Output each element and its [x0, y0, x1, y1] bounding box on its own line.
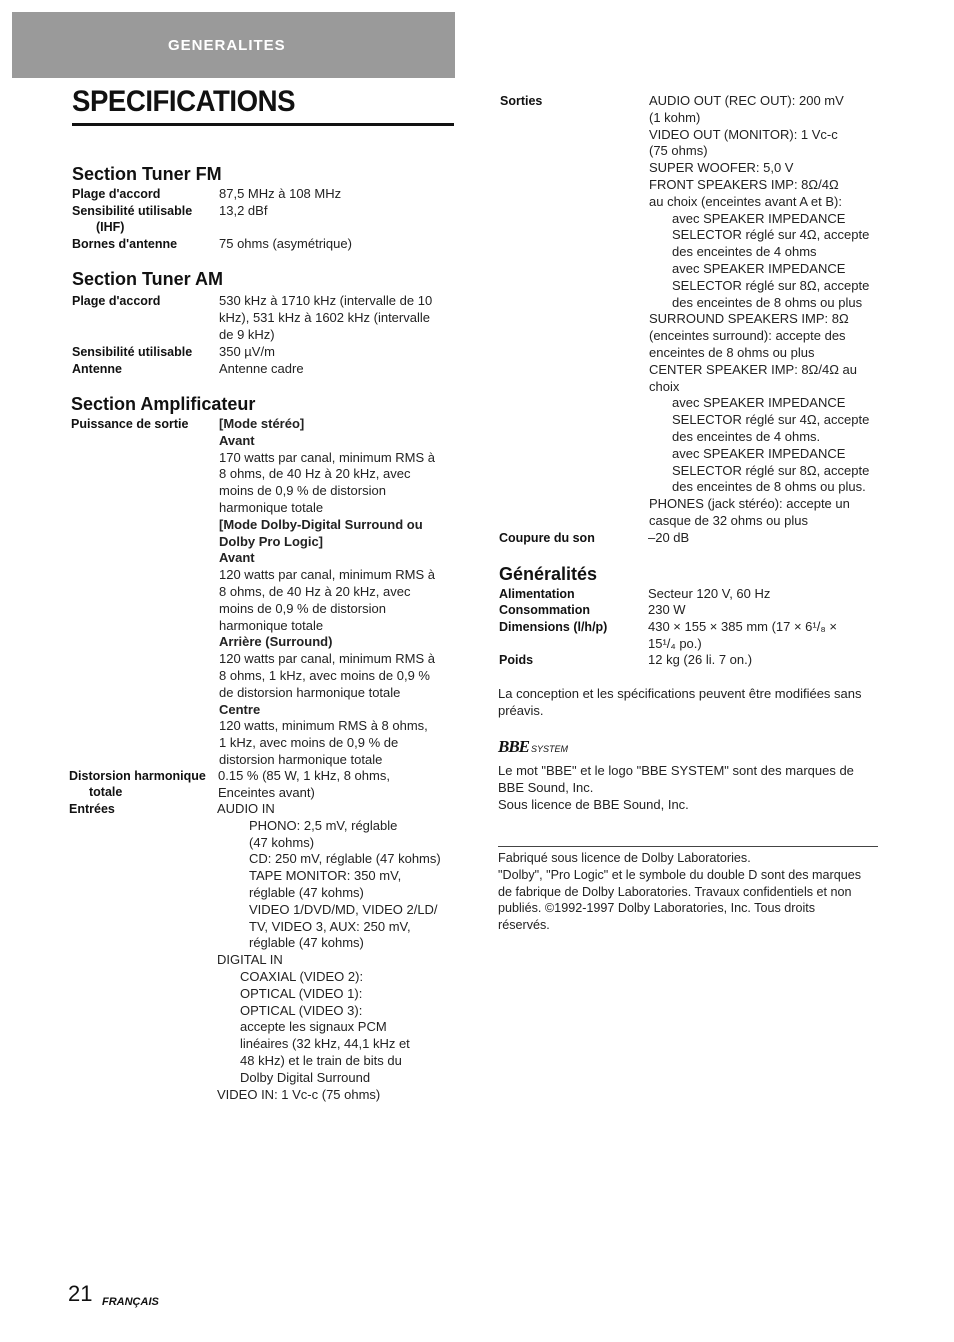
amp-entrees-line: VIDEO 1/DVD/MD, VIDEO 2/LD/ [249, 901, 438, 917]
amp-puissance-line: moins de 0,9 % de distorsion [219, 600, 386, 616]
fm-heading: Section Tuner FM [72, 164, 222, 184]
amp-distorsion-label-2: totale [89, 785, 123, 799]
amp-entrees-line: réglable (47 kohms) [249, 884, 364, 900]
note-line: La conception et les spécifications peuvent être modifiées sans [498, 686, 862, 701]
amp-entrees-line: CD: 250 mV, réglable (47 kohms) [249, 851, 441, 867]
sorties-line: SELECTOR réglé sur 4Ω, accepte [672, 412, 870, 428]
amp-puissance-line: [Mode Dolby-Digital Surround ou [219, 516, 423, 532]
coupure-value: –20 dB [648, 530, 690, 545]
amp-entrees-line: 48 kHz) et le train de bits du [240, 1052, 402, 1068]
amp-entrees-line: Dolby Digital Surround [240, 1069, 371, 1085]
sorties-line: casque de 32 ohms ou plus [649, 512, 808, 528]
sorties-value [649, 93, 869, 530]
amp-puissance-line: 170 watts par canal, minimum RMS à [219, 449, 436, 465]
sorties-line: enceintes de 8 ohms ou plus [649, 344, 815, 360]
sorties-line: FRONT SPEAKERS IMP: 8Ω/4Ω [649, 176, 839, 192]
poids-value: 12 kg (26 li. 7 on.) [648, 652, 753, 667]
amp-entrees-line: linéaires (32 kHz, 44,1 kHz et [240, 1036, 410, 1052]
amp-puissance-line: Centre [219, 701, 261, 717]
dolby-line: "Dolby", "Pro Logic" et le symbole du double D sont des marques [498, 867, 861, 882]
sorties-label: Sorties [500, 94, 543, 108]
bbe-line: Sous licence de BBE Sound, Inc. [498, 796, 689, 812]
bbe-paragraph [498, 763, 880, 813]
amp-puissance-line: distorsion harmonique totale [219, 751, 383, 767]
sorties-line: des enceintes de 4 ohms. [672, 428, 821, 444]
amp-puissance-line: Dolby Pro Logic] [219, 533, 323, 549]
amp-puissance-line: Avant [219, 432, 255, 448]
page-title: SPECIFICATIONS [72, 85, 296, 118]
sorties-line: (enceintes surround): accepte des [649, 328, 846, 344]
dolby-paragraph [498, 850, 880, 934]
amp-entrees-line: TV, VIDEO 3, AUX: 250 mV, [249, 918, 411, 934]
amp-distorsion-line: 0.15 % (85 W, 1 kHz, 8 ohms, [218, 768, 390, 783]
am-plage-label: Plage d'accord [72, 294, 161, 308]
amp-puissance-line: de distorsion harmonique totale [219, 684, 401, 700]
sorties-line: SELECTOR réglé sur 4Ω, accepte [672, 227, 870, 243]
generalites-heading: Généralités [499, 564, 598, 584]
sorties-line: CENTER SPEAKER IMP: 8Ω/4Ω au [649, 361, 857, 377]
sorties-line: avec SPEAKER IMPEDANCE [672, 260, 846, 276]
fm-sens-label-ihf: (IHF) [96, 220, 125, 234]
am-plage-line: 530 kHz à 1710 kHz (intervalle de 10 [219, 293, 433, 308]
amp-heading: Section Amplificateur [71, 394, 256, 414]
amp-entrees-line: (47 kohms) [249, 834, 315, 850]
amp-entrees-line: OPTICAL (VIDEO 3): [240, 1002, 363, 1018]
amp-puissance-line: Avant [219, 550, 255, 566]
amp-puissance-line: 120 watts, minimum RMS à 8 ohms, [219, 718, 428, 734]
conso-value: 230 W [648, 602, 686, 617]
amp-puissance-line: 8 ohms, de 40 Hz à 20 kHz, avec [219, 466, 411, 482]
section-banner [12, 12, 455, 78]
alim-value: Secteur 120 V, 60 Hz [648, 586, 771, 601]
page-number: 21 [68, 1281, 93, 1306]
poids-label: Poids [499, 653, 534, 667]
fm-bornes-label: Bornes d'antenne [72, 237, 178, 251]
divider [498, 846, 878, 847]
bbe-line: BBE Sound, Inc. [498, 779, 594, 795]
am-plage-line: kHz), 531 kHz à 1602 kHz (intervalle [219, 309, 430, 325]
dimensions-label: Dimensions (l/h/p) [499, 620, 608, 634]
am-sens-label: Sensibilité utilisable [72, 345, 193, 359]
dolby-line: Fabriqué sous licence de Dolby Laboratories. [498, 851, 751, 865]
am-antenne-label: Antenne [72, 362, 122, 376]
amp-entrees-line: réglable (47 kohms) [249, 935, 364, 951]
amp-puissance-line: 1 kHz, avec moins de 0,9 % de [219, 735, 399, 751]
sorties-line: des enceintes de 4 ohms [672, 244, 817, 260]
dimensions-line: 15¹/₄ po.) [648, 635, 702, 651]
amp-entrees-line: TAPE MONITOR: 350 mV, [249, 868, 402, 884]
language-label: FRANÇAIS [102, 1296, 159, 1308]
am-antenne-value: Antenne cadre [219, 361, 304, 376]
amp-puissance-line: Arrière (Surround) [219, 634, 333, 650]
dolby-line: publiés. ©1992-1997 Dolby Laboratories, Inc. Tous droits [498, 901, 816, 916]
title-rule [72, 123, 454, 126]
amp-entrees-line: VIDEO IN: 1 Vc-c (75 ohms) [217, 1086, 381, 1102]
sorties-line: AUDIO OUT (REC OUT): 200 mV [649, 93, 844, 108]
amp-puissance-line: 8 ohms, de 40 Hz à 20 kHz, avec [219, 583, 411, 599]
alim-label: Alimentation [499, 587, 575, 601]
amp-puissance-line: [Mode stéréo] [219, 416, 305, 431]
sorties-line: (1 kohm) [649, 109, 701, 125]
am-sens-value: 350 µV/m [219, 344, 275, 359]
conso-label: Consommation [499, 603, 590, 617]
amp-puissance-line: moins de 0,9 % de distorsion [219, 483, 386, 499]
amp-puissance-line: 120 watts par canal, minimum RMS à [219, 651, 436, 667]
fm-plage-value: 87,5 MHz à 108 MHz [219, 186, 342, 201]
amp-distorsion-label: Distorsion harmonique [69, 769, 206, 783]
coupure-label: Coupure du son [499, 531, 595, 545]
sorties-line: (75 ohms) [649, 143, 708, 159]
amp-puissance-value [219, 416, 435, 769]
sorties-line: avec SPEAKER IMPEDANCE [672, 395, 846, 411]
amp-entrees-line: OPTICAL (VIDEO 1): [240, 985, 363, 1001]
amp-entrees-line: PHONO: 2,5 mV, réglable [249, 817, 398, 833]
bbe-logo-mark: BBE [498, 737, 530, 756]
dimensions-value [648, 619, 837, 653]
sorties-line: PHONES (jack stéréo): accepte un [649, 496, 850, 512]
amp-distorsion-line: Enceintes avant) [218, 784, 315, 800]
dolby-line: de fabrique de Dolby Laboratories. Travaux confidentiels et non [498, 884, 852, 899]
amp-puissance-line: harmonique totale [219, 617, 324, 633]
amp-entrees-line: DIGITAL IN [217, 952, 283, 968]
amp-entrees-label: Entrées [69, 802, 115, 816]
amp-entrees-value [217, 801, 441, 1103]
am-heading: Section Tuner AM [72, 269, 224, 289]
dimensions-line: 430 × 155 × 385 mm (17 × 6¹/₈ × [648, 619, 837, 634]
am-plage-line: de 9 kHz) [219, 326, 275, 342]
note-paragraph [498, 686, 880, 720]
dolby-line: réservés. [498, 918, 550, 933]
sorties-line: SELECTOR réglé sur 8Ω, accepte [672, 277, 870, 293]
sorties-line: des enceintes de 8 ohms ou plus. [672, 479, 866, 495]
bbe-logo-system: SYSTEM [531, 744, 569, 754]
fm-sens-value: 13,2 dBf [219, 203, 268, 218]
am-plage-value [219, 293, 432, 343]
bbe-line: Le mot "BBE" et le logo "BBE SYSTEM" sont des marques de [498, 763, 854, 778]
amp-entrees-line: accepte les signaux PCM [240, 1019, 387, 1035]
amp-entrees-line: COAXIAL (VIDEO 2): [240, 968, 364, 984]
sorties-line: au choix (enceintes avant A et B): [649, 193, 842, 209]
sorties-line: SUPER WOOFER: 5,0 V [649, 160, 794, 176]
note-line: préavis. [498, 702, 544, 718]
fm-plage-label: Plage d'accord [72, 187, 161, 201]
sorties-line: avec SPEAKER IMPEDANCE [672, 210, 846, 226]
banner-label: GENERALITES [168, 37, 286, 54]
sorties-line: choix [649, 378, 680, 394]
amp-puissance-line: 8 ohms, 1 kHz, avec moins de 0,9 % [219, 667, 430, 683]
amp-puissance-label: Puissance de sortie [71, 417, 189, 431]
fm-sens-label: Sensibilité utilisable [72, 204, 193, 218]
sorties-line: SURROUND SPEAKERS IMP: 8Ω [649, 311, 849, 327]
bbe-logo [498, 739, 568, 758]
amp-entrees-line: AUDIO IN [217, 801, 275, 816]
sorties-line: avec SPEAKER IMPEDANCE [672, 445, 846, 461]
amp-puissance-line: harmonique totale [219, 499, 324, 515]
sorties-line: VIDEO OUT (MONITOR): 1 Vc-c [649, 126, 838, 142]
amp-distorsion-value [218, 768, 390, 802]
sorties-line: des enceintes de 8 ohms ou plus [672, 294, 863, 310]
fm-bornes-value: 75 ohms (asymétrique) [219, 236, 352, 251]
amp-puissance-line: 120 watts par canal, minimum RMS à [219, 567, 436, 583]
sorties-line: SELECTOR réglé sur 8Ω, accepte [672, 462, 870, 478]
